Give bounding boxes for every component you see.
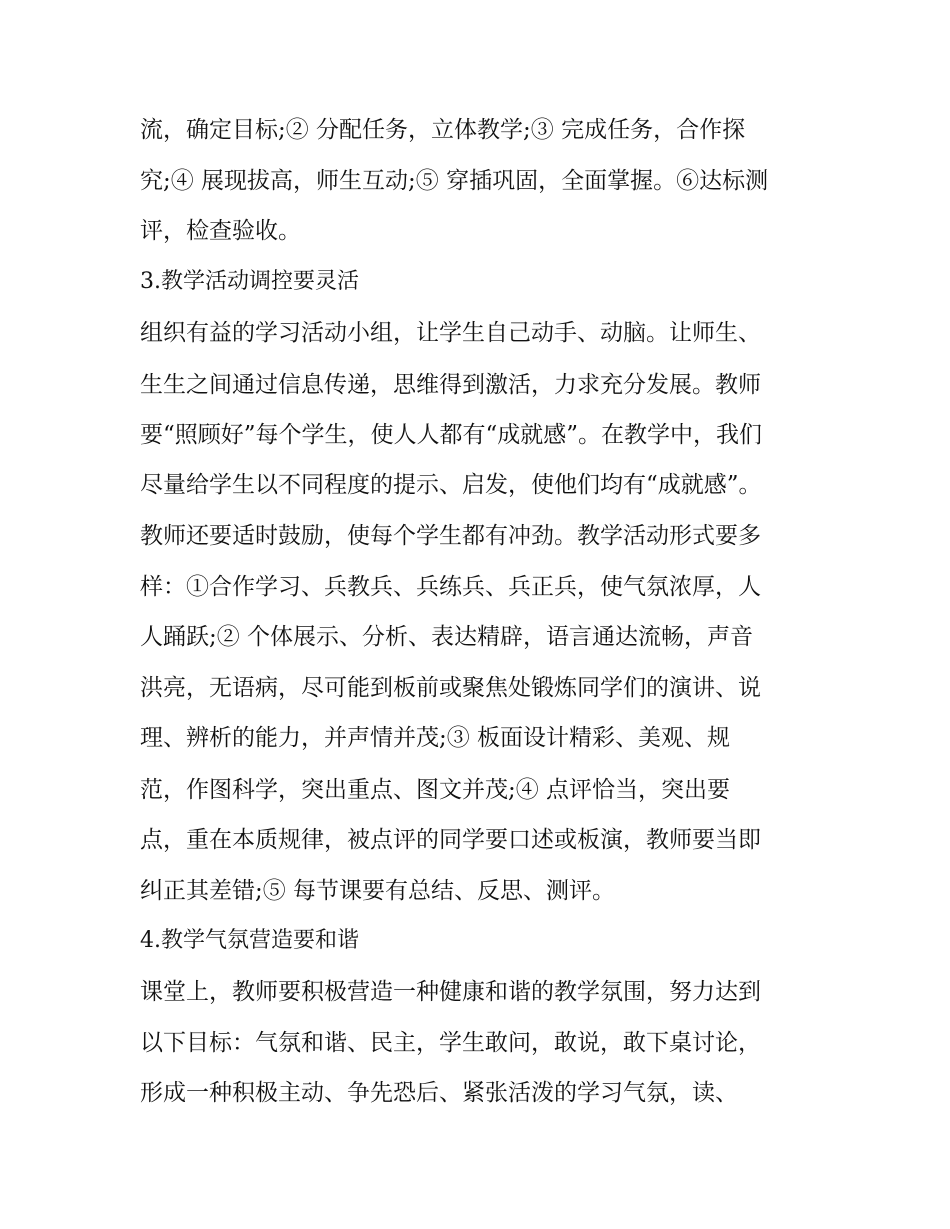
- text-line: 教师还要适时鼓励，使每个学生都有冲劲。教学活动形式要多: [140, 523, 761, 549]
- text-line: 课堂上，教师要积极营造一种健康和谐的教学氛围，努力达到: [140, 979, 761, 1005]
- text-line: 点，重在本质规律，被点评的同学要口述或板演，教师要当即: [140, 827, 761, 853]
- text-line: 范，作图科学，突出重点、图文并茂;④ 点评恰当，突出要: [140, 777, 731, 803]
- section-heading-4: 4.教学气氛营造要和谐: [140, 928, 359, 953]
- text-line: 究;④ 展现拔高，师生互动;⑤ 穿插巩固，全面掌握。⑥达标测: [140, 168, 769, 194]
- text-line: 样：①合作学习、兵教兵、兵练兵、兵正兵，使气氛浓厚，人: [140, 574, 761, 600]
- text-line: 要“照顾好”每个学生，使人人都有“成就感”。在教学中，我们: [140, 422, 763, 448]
- text-line: 洪亮，无语病，尽可能到板前或聚焦处锻炼同学们的演讲、说: [140, 675, 761, 701]
- text-line: 纠正其差错;⑤ 每节课要有总结、反思、测评。: [140, 878, 616, 904]
- text-line: 生生之间通过信息传递，思维得到激活，力求充分发展。教师: [140, 372, 761, 398]
- text-line: 评，检查验收。: [140, 218, 301, 244]
- text-line: 人踊跃;② 个体展示、分析、表达精辟，语言通达流畅，声音: [140, 624, 754, 650]
- text-line: 组织有益的学习活动小组，让学生自己动手、动脑。让师生、: [140, 320, 761, 346]
- text-line: 形成一种积极主动、争先恐后、紧张活泼的学习气氛，读、: [140, 1080, 738, 1106]
- section-heading-3: 3.教学活动调控要灵活: [140, 269, 359, 294]
- text-line: 理、辨析的能力，并声情并茂;③ 板面设计精彩、美观、规: [140, 725, 731, 751]
- text-line: 尽量给学生以不同程度的提示、启发，使他们均有“成就感”。: [140, 472, 762, 498]
- text-line: 以下目标：气氛和谐、民主，学生敢问，敢说，敢下桌讨论，: [140, 1030, 761, 1056]
- text-line: 流，确定目标;② 分配任务，立体教学;③ 完成任务，合作探: [140, 117, 746, 143]
